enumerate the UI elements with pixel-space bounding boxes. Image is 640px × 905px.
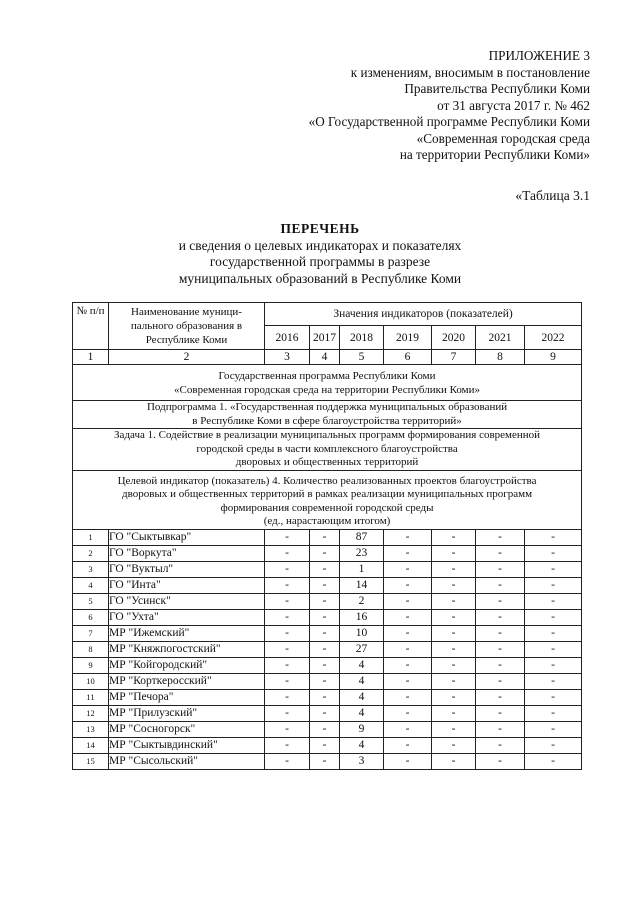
value-2020: -	[432, 657, 476, 673]
value-2019: -	[384, 593, 432, 609]
value-2018: 4	[340, 737, 384, 753]
value-2018: 4	[340, 689, 384, 705]
table-row	[73, 641, 582, 657]
value-2022: -	[525, 641, 582, 657]
value-2021: -	[476, 561, 525, 577]
row-number: 12	[73, 705, 109, 721]
value-2021: -	[476, 609, 525, 625]
value-2018: 2	[340, 593, 384, 609]
program-row	[73, 365, 582, 401]
column-numbers-row	[73, 350, 582, 365]
row-number: 10	[73, 673, 109, 689]
section-line: (ед., нарастающим итогом)	[263, 515, 391, 527]
value-2020: -	[432, 577, 476, 593]
row-number: 14	[73, 737, 109, 753]
table-row	[73, 737, 582, 753]
col-number: 8	[476, 350, 525, 365]
value-2022: -	[525, 529, 582, 545]
table-row	[73, 529, 582, 545]
value-2020: -	[432, 673, 476, 689]
appendix-line: ПРИЛОЖЕНИЕ 3	[488, 48, 590, 63]
table-label: «Таблица 3.1	[515, 188, 590, 203]
municipality-name: МР "Прилузский"	[109, 705, 265, 721]
section-line: Подпрограмма 1. «Государственная поддержка муниципальных образований	[146, 401, 508, 413]
value-2017: -	[310, 561, 340, 577]
col-number: 9	[525, 350, 582, 365]
section-line: формирования современной городской среды	[220, 501, 434, 514]
row-number: 8	[73, 641, 109, 657]
year-2020: 2020	[432, 326, 476, 350]
value-2016: -	[265, 737, 310, 753]
row-number: 6	[73, 609, 109, 625]
value-2021: -	[476, 577, 525, 593]
value-2017: -	[310, 737, 340, 753]
col-number: 6	[384, 350, 432, 365]
table-row	[73, 593, 582, 609]
appendix-line: Правительства Республики Коми	[404, 81, 590, 96]
value-2016: -	[265, 673, 310, 689]
value-2018: 87	[340, 529, 384, 545]
col-number: 4	[310, 350, 340, 365]
value-2019: -	[384, 609, 432, 625]
municipality-name: ГО "Вуктыл"	[109, 561, 265, 577]
municipality-name: ГО "Сыктывкар"	[109, 529, 265, 545]
subprogram-row	[73, 401, 582, 429]
section-line: Государственная программа Республики Коми	[218, 370, 436, 382]
value-2016: -	[265, 705, 310, 721]
header-num: № п/п	[73, 303, 109, 350]
col-number: 3	[265, 350, 310, 365]
value-2018: 1	[340, 561, 384, 577]
value-2022: -	[525, 545, 582, 561]
value-2017: -	[310, 657, 340, 673]
heading-title: ПЕРЕЧЕНЬ	[280, 221, 360, 236]
col-number: 2	[109, 350, 265, 365]
municipality-name: МР "Ижемский"	[109, 625, 265, 641]
value-2016: -	[265, 561, 310, 577]
value-2017: -	[310, 753, 340, 769]
municipality-name: МР "Корткеросский"	[109, 673, 265, 689]
municipality-name: МР "Койгородский"	[109, 657, 265, 673]
value-2016: -	[265, 609, 310, 625]
municipality-name: ГО "Воркута"	[109, 545, 265, 561]
appendix-block	[260, 48, 590, 164]
value-2016: -	[265, 721, 310, 737]
value-2016: -	[265, 545, 310, 561]
value-2017: -	[310, 593, 340, 609]
row-number: 9	[73, 657, 109, 673]
value-2018: 23	[340, 545, 384, 561]
value-2022: -	[525, 561, 582, 577]
value-2017: -	[310, 721, 340, 737]
appendix-line: к изменениям, вносимым в постановление	[350, 64, 590, 80]
row-number: 3	[73, 561, 109, 577]
value-2022: -	[525, 577, 582, 593]
appendix-line: от 31 августа 2017 г. № 462	[437, 97, 590, 113]
row-number: 15	[73, 753, 109, 769]
value-2016: -	[265, 593, 310, 609]
municipality-name: МР "Печора"	[109, 689, 265, 705]
value-2022: -	[525, 689, 582, 705]
value-2018: 16	[340, 609, 384, 625]
year-2017: 2017	[310, 326, 340, 350]
indicator-section	[73, 470, 582, 529]
table-row	[73, 689, 582, 705]
value-2018: 10	[340, 625, 384, 641]
col-number: 1	[73, 350, 109, 365]
task-section	[73, 429, 582, 471]
value-2018: 27	[340, 641, 384, 657]
value-2022: -	[525, 609, 582, 625]
value-2019: -	[384, 753, 432, 769]
value-2018: 9	[340, 721, 384, 737]
municipality-name: ГО "Инта"	[109, 577, 265, 593]
value-2021: -	[476, 657, 525, 673]
value-2022: -	[525, 737, 582, 753]
value-2020: -	[432, 753, 476, 769]
value-2022: -	[525, 625, 582, 641]
value-2021: -	[476, 689, 525, 705]
value-2019: -	[384, 657, 432, 673]
table-row	[73, 625, 582, 641]
section-line: в Республике Коми в сфере благоустройства территорий»	[192, 414, 462, 427]
value-2016: -	[265, 753, 310, 769]
year-2019: 2019	[384, 326, 432, 350]
value-2021: -	[476, 641, 525, 657]
value-2021: -	[476, 673, 525, 689]
value-2021: -	[476, 705, 525, 721]
value-2019: -	[384, 689, 432, 705]
value-2021: -	[476, 593, 525, 609]
value-2021: -	[476, 529, 525, 545]
value-2018: 4	[340, 657, 384, 673]
table-row	[73, 657, 582, 673]
value-2019: -	[384, 577, 432, 593]
appendix-line: «О Государственной программе Республики Коми	[308, 114, 590, 129]
value-2019: -	[384, 737, 432, 753]
value-2020: -	[432, 545, 476, 561]
document-heading	[0, 221, 640, 287]
municipality-name: МР "Сосногорск"	[109, 721, 265, 737]
value-2017: -	[310, 673, 340, 689]
value-2020: -	[432, 689, 476, 705]
program-section	[73, 365, 582, 401]
municipality-name: ГО "Усинск"	[109, 593, 265, 609]
value-2017: -	[310, 545, 340, 561]
value-2017: -	[310, 529, 340, 545]
section-line: Задача 1. Содействие в реализации муниципальных программ формирования современной	[114, 429, 541, 441]
value-2017: -	[310, 609, 340, 625]
table-row	[73, 673, 582, 689]
year-2022: 2022	[525, 326, 582, 350]
value-2017: -	[310, 641, 340, 657]
section-line: «Современная городская среда на территории Республики Коми»	[174, 383, 481, 396]
row-number: 5	[73, 593, 109, 609]
table-row	[73, 545, 582, 561]
row-number: 7	[73, 625, 109, 641]
value-2020: -	[432, 561, 476, 577]
table-row	[73, 609, 582, 625]
task-row	[73, 429, 582, 471]
heading-line: государственной программы в разрезе	[209, 254, 431, 269]
row-number: 13	[73, 721, 109, 737]
appendix-line: на территории Республики Коми»	[399, 147, 590, 162]
indicators-table	[72, 302, 582, 770]
heading-line: и сведения о целевых индикаторах и показателях	[178, 237, 462, 253]
value-2021: -	[476, 545, 525, 561]
table-row	[73, 561, 582, 577]
row-number: 11	[73, 689, 109, 705]
subprogram-section	[73, 401, 582, 429]
value-2019: -	[384, 721, 432, 737]
table-row	[73, 721, 582, 737]
value-2020: -	[432, 641, 476, 657]
value-2019: -	[384, 625, 432, 641]
row-number: 1	[73, 529, 109, 545]
row-number: 2	[73, 545, 109, 561]
table-body	[73, 303, 582, 770]
value-2017: -	[310, 689, 340, 705]
value-2022: -	[525, 721, 582, 737]
header-row	[73, 303, 582, 326]
section-line: дворовых и общественных территорий	[235, 456, 419, 468]
value-2019: -	[384, 673, 432, 689]
value-2021: -	[476, 737, 525, 753]
heading-line: муниципальных образований в Республике Коми	[178, 270, 462, 286]
value-2022: -	[525, 657, 582, 673]
year-2016: 2016	[265, 326, 310, 350]
value-2017: -	[310, 625, 340, 641]
value-2018: 3	[340, 753, 384, 769]
value-2018: 14	[340, 577, 384, 593]
value-2021: -	[476, 753, 525, 769]
value-2022: -	[525, 705, 582, 721]
value-2019: -	[384, 561, 432, 577]
section-line: городской среды в части комплексного благоустройства	[196, 442, 458, 455]
row-number: 4	[73, 577, 109, 593]
municipality-name: МР "Княжпогостский"	[109, 641, 265, 657]
value-2020: -	[432, 609, 476, 625]
appendix-line: «Современная городская среда	[416, 130, 590, 146]
value-2017: -	[310, 577, 340, 593]
value-2016: -	[265, 625, 310, 641]
value-2018: 4	[340, 673, 384, 689]
year-2021: 2021	[476, 326, 525, 350]
value-2020: -	[432, 721, 476, 737]
value-2022: -	[525, 673, 582, 689]
value-2018: 4	[340, 705, 384, 721]
value-2016: -	[265, 657, 310, 673]
col-number: 7	[432, 350, 476, 365]
value-2021: -	[476, 625, 525, 641]
value-2022: -	[525, 593, 582, 609]
value-2020: -	[432, 529, 476, 545]
value-2021: -	[476, 721, 525, 737]
section-line: дворовых и общественных территорий в рамках реализации муниципальных программ	[122, 488, 533, 500]
header-values-title: Значения индикаторов (показателей)	[265, 303, 582, 326]
value-2016: -	[265, 689, 310, 705]
value-2020: -	[432, 625, 476, 641]
value-2020: -	[432, 705, 476, 721]
municipality-name: МР "Сысольский"	[109, 753, 265, 769]
table-row	[73, 753, 582, 769]
municipality-name: МР "Сыктывдинский"	[109, 737, 265, 753]
value-2016: -	[265, 577, 310, 593]
municipality-name: ГО "Ухта"	[109, 609, 265, 625]
value-2022: -	[525, 753, 582, 769]
value-2020: -	[432, 593, 476, 609]
value-2019: -	[384, 529, 432, 545]
section-line: Целевой индикатор (показатель) 4. Количество реализованных проектов благоустройства	[117, 474, 537, 487]
table-row	[73, 577, 582, 593]
value-2019: -	[384, 545, 432, 561]
header-name: Наименование муници-пального образования в Республике Коми	[109, 303, 265, 350]
table-row	[73, 705, 582, 721]
value-2017: -	[310, 705, 340, 721]
col-number: 5	[340, 350, 384, 365]
value-2016: -	[265, 529, 310, 545]
value-2019: -	[384, 641, 432, 657]
value-2019: -	[384, 705, 432, 721]
value-2020: -	[432, 737, 476, 753]
indicator-row	[73, 470, 582, 529]
year-2018: 2018	[340, 326, 384, 350]
value-2016: -	[265, 641, 310, 657]
